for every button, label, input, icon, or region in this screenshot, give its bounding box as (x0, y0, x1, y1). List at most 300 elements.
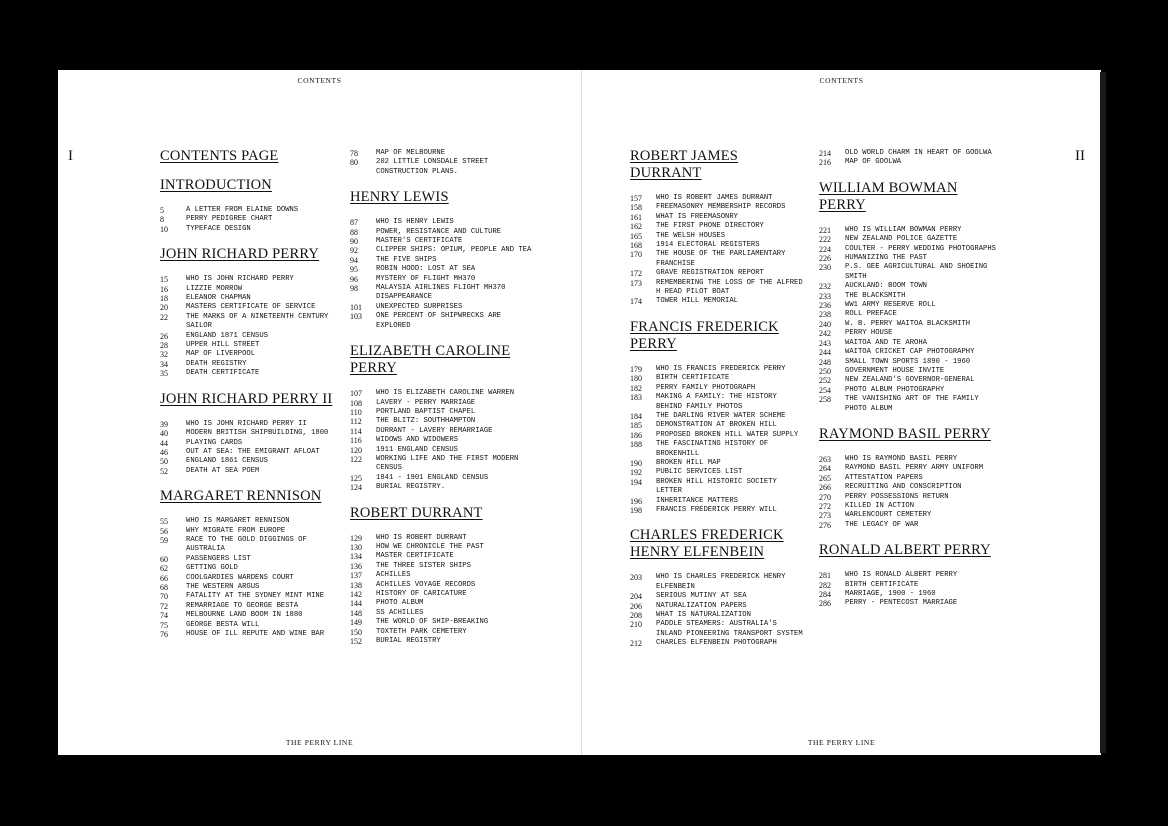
toc-entry (630, 440, 805, 459)
section-title: JOHN RICHARD PERRY II (160, 390, 333, 407)
section-title: MARGARET RENNISON (160, 488, 322, 505)
entry-page-number: 281 (819, 571, 831, 581)
entry-page-number: 276 (819, 520, 831, 530)
toc-entry (160, 206, 342, 215)
toc-entry (630, 393, 805, 412)
entry-page-number: 66 (160, 573, 168, 583)
entry-title: PHOTO ALBUM PHOTOGRAPHY (845, 385, 945, 394)
toc-entry (160, 457, 342, 466)
toc-entry (160, 448, 342, 457)
entry-title: THE WELSH HOUSES (656, 231, 726, 240)
entry-title: THE FIRST PHONE DIRECTORY (656, 222, 764, 231)
entry-title: HOW WE CHRONICLE THE PAST (376, 542, 484, 551)
toc-entry (630, 232, 805, 241)
entry-title: WHO IS ROBERT JAMES DURRANT (656, 194, 773, 202)
entry-title: WHO IS HENRY LEWIS (376, 218, 454, 227)
contents-section (819, 542, 1001, 609)
toc-entry (630, 279, 805, 298)
toc-entry (350, 474, 535, 483)
toc-entry (350, 303, 535, 312)
entry-title: OLD WORLD CHARM IN HEART OF GOOLWA (845, 149, 992, 157)
toc-entry (819, 502, 1001, 511)
toc-entry (350, 237, 535, 246)
entry-title: GOVERNMENT HOUSE INVITE (845, 366, 945, 375)
toc-entry (819, 590, 1001, 599)
toc-entry (160, 517, 342, 526)
entry-title: HISTORY OF CARICATURE (376, 590, 467, 598)
entry-page-number: 212 (630, 639, 642, 649)
section-title: ROBERT DURRANT (350, 504, 483, 521)
entry-title: THE HOUSE OF THE PARLIAMENTARY FRANCHISE (656, 250, 786, 268)
contents-column (819, 149, 1001, 621)
section-title: INTRODUCTION (160, 177, 272, 193)
entry-page-number: 90 (350, 237, 358, 247)
entry-page-number: 161 (630, 212, 642, 222)
entry-title: DURRANT - LAVERY REMARRIAGE (376, 426, 493, 435)
entry-title: WHAT IS NATURALIZATION (656, 611, 751, 619)
entry-page-number: 134 (350, 552, 362, 562)
entry-page-number: 26 (160, 331, 168, 341)
contents-section (160, 391, 342, 476)
entry-page-number: 183 (630, 393, 642, 403)
entry-title: THE FASCINATING HISTORY OF BROKENHILL (656, 440, 769, 458)
page-edge (1100, 72, 1106, 753)
entry-page-number: 60 (160, 554, 168, 564)
entry-page-number: 152 (350, 637, 362, 647)
toc-entry (160, 294, 342, 303)
entry-title: THE WORLD OF SHIP-BREAKING (376, 618, 489, 627)
section-title: WILLIAM BOWMAN PERRY (819, 179, 958, 213)
entry-page-number: 252 (819, 376, 831, 386)
entry-page-number: 282 (819, 580, 831, 590)
entry-page-number: 95 (350, 265, 358, 275)
entry-title: DEATH REGISTRY (186, 359, 247, 368)
toc-entry (160, 630, 342, 639)
entry-page-number: 182 (630, 383, 642, 393)
entry-page-number: 180 (630, 374, 642, 384)
contents-section (630, 527, 805, 648)
entry-title: PERRY FAMILY PHOTOGRAPH (656, 383, 756, 392)
entry-title: THE THREE SISTER SHIPS (376, 561, 471, 570)
entry-title: UPPER HILL STREET (186, 341, 260, 350)
entry-page-number: 266 (819, 483, 831, 493)
entry-page-number: 28 (160, 341, 168, 351)
entry-title: INHERITANCE MATTERS (656, 496, 738, 505)
entry-page-number: 8 (160, 215, 164, 225)
toc-entry (819, 282, 1001, 291)
entry-page-number: 286 (819, 599, 831, 609)
entry-page-number: 50 (160, 457, 168, 467)
entry-page-number: 158 (630, 203, 642, 213)
toc-entry (350, 534, 535, 543)
toc-entry (630, 431, 805, 440)
toc-entry (160, 215, 342, 224)
entry-title: PERRY HOUSE (845, 329, 893, 338)
entry-page-number: 75 (160, 620, 168, 630)
toc-entry (160, 369, 342, 378)
entry-page-number: 173 (630, 278, 642, 288)
toc-entry (819, 599, 1001, 608)
toc-entry (350, 256, 535, 265)
entry-title: COOLGARDIES WARDENS COURT (186, 573, 294, 582)
entry-page-number: 136 (350, 561, 362, 571)
entry-page-number: 165 (630, 231, 642, 241)
entry-title: ELEANOR CHAPMAN (186, 294, 251, 303)
book-spread (58, 70, 1104, 755)
entry-title: THE FIVE SHIPS (376, 255, 437, 264)
toc-entry (819, 455, 1001, 464)
entry-title: PHOTO ALBUM (376, 599, 424, 608)
entry-page-number: 244 (819, 348, 831, 358)
entry-title: WIDOWS AND WIDOWERS (376, 436, 458, 445)
toc-entry (350, 618, 535, 627)
entry-title: THE BLACKSMITH (845, 291, 906, 300)
entry-page-number: 203 (630, 573, 642, 583)
contents-section (630, 148, 805, 307)
toc-entry (350, 483, 535, 492)
entry-page-number: 35 (160, 369, 168, 379)
section-title: JOHN RICHARD PERRY (160, 246, 320, 263)
toc-entry (350, 599, 535, 608)
entry-page-number: 62 (160, 564, 168, 574)
toc-entry (350, 149, 535, 158)
toc-entry (350, 399, 535, 408)
entry-page-number: 129 (350, 533, 362, 543)
entry-page-number: 250 (819, 366, 831, 376)
toc-entry (350, 284, 535, 303)
toc-entry (819, 149, 1001, 158)
toc-entry (819, 483, 1001, 492)
entry-page-number: 150 (350, 627, 362, 637)
entry-page-number: 55 (160, 517, 168, 527)
section-title: ROBERT JAMES DURRANT (630, 148, 739, 181)
entry-title: W. B. PERRY WAITOA BLACKSMITH (845, 319, 971, 328)
entry-title: CLIPPER SHIPS: OPIUM, PEOPLE AND TEA (376, 246, 532, 255)
toc-entry (819, 245, 1001, 254)
toc-entry (350, 417, 535, 426)
entry-title: ACHILLES VOYAGE RECORDS (376, 580, 476, 589)
entry-page-number: 110 (350, 407, 362, 417)
entry-page-number: 208 (630, 611, 642, 620)
toc-entry (819, 474, 1001, 483)
toc-entry (350, 228, 535, 237)
entry-page-number: 39 (160, 419, 168, 429)
contents-section (630, 319, 805, 516)
toc-entry (160, 332, 342, 341)
toc-entry (630, 620, 805, 639)
toc-entry (819, 339, 1001, 348)
entry-title: HUMANIZING THE PAST (845, 254, 927, 263)
toc-entry (630, 639, 805, 648)
running-head: CONTENTS (297, 76, 342, 85)
toc-entry (819, 301, 1001, 310)
toc-entry (630, 468, 805, 477)
entry-page-number: 130 (350, 542, 362, 552)
toc-entry (819, 511, 1001, 520)
entry-title: MAP OF LIVERPOOL (186, 350, 256, 359)
entry-title: MAP OF MELBOURNE (376, 149, 446, 157)
toc-entry (160, 285, 342, 294)
entry-page-number: 242 (819, 329, 831, 339)
toc-entry (350, 562, 535, 571)
toc-entry (160, 350, 342, 359)
entry-page-number: 15 (160, 275, 168, 285)
section-title: ELIZABETH CAROLINE PERRY (350, 343, 511, 377)
toc-entry (350, 436, 535, 445)
toc-entry (350, 590, 535, 599)
entry-page-number: 149 (350, 618, 362, 628)
entry-page-number: 59 (160, 535, 168, 545)
toc-entry (350, 389, 535, 398)
toc-entry (630, 365, 805, 374)
entry-page-number: 157 (630, 194, 642, 203)
toc-entry (630, 602, 805, 611)
toc-entry (160, 564, 342, 573)
entry-title: LIZZIE MORROW (186, 284, 243, 293)
running-foot: THE PERRY LINE (285, 738, 354, 747)
entry-page-number: 70 (160, 592, 168, 602)
entry-title: RAYMOND BASIL PERRY ARMY UNIFORM (845, 464, 984, 473)
entry-title: OUT AT SEA: THE EMIGRANT AFLOAT (186, 447, 320, 456)
entry-page-number: 272 (819, 501, 831, 511)
entry-title: MAP OF GOOLWA (845, 158, 902, 167)
toc-entry (630, 241, 805, 250)
contents-section (350, 505, 535, 647)
contents-section (160, 488, 342, 639)
entry-title: ENGLAND 1871 CENSUS (186, 331, 268, 340)
entry-page-number: 40 (160, 429, 168, 439)
entry-title: WHO IS CHARLES FREDERICK HENRY ELFENBEIN (656, 573, 786, 591)
entry-page-number: 270 (819, 492, 831, 502)
toc-entry (160, 420, 342, 429)
toc-entry (160, 527, 342, 536)
entry-page-number: 124 (350, 483, 362, 493)
entry-page-number: 222 (819, 235, 831, 245)
entry-title: WHY MIGRATE FROM EUROPE (186, 526, 286, 535)
toc-entry (160, 592, 342, 601)
toc-entry (160, 275, 342, 284)
entry-page-number: 116 (350, 436, 362, 446)
entry-page-number: 18 (160, 294, 168, 304)
entry-title: MASTERS CERTIFICATE OF SERVICE (186, 303, 316, 312)
toc-entry (819, 348, 1001, 357)
entry-page-number: 240 (819, 319, 831, 329)
toc-entry (160, 621, 342, 630)
running-foot: THE PERRY LINE (807, 738, 876, 747)
toc-entry (350, 446, 535, 455)
entry-title: 202 LITTLE LONSDALE STREET CONSTRUCTION PLANS. (376, 158, 489, 176)
entry-title: SMALL TOWN SPORTS 1890 - 1960 (845, 357, 971, 366)
entry-title: P.S. GEE AGRICULTURAL AND SHOEING SMITH (845, 263, 988, 281)
entry-page-number: 254 (819, 385, 831, 395)
entry-page-number: 144 (350, 599, 362, 609)
entry-page-number: 92 (350, 246, 358, 256)
entry-title: DEATH CERTIFICATE (186, 369, 260, 378)
section-title: FRANCIS FREDERICK PERRY (630, 318, 779, 352)
toc-entry (630, 506, 805, 515)
entry-title: UNEXPECTED SURPRISES (376, 302, 463, 311)
entry-page-number: 248 (819, 357, 831, 367)
entry-page-number: 264 (819, 464, 831, 474)
entry-page-number: 196 (630, 496, 642, 506)
entry-page-number: 72 (160, 601, 168, 611)
contents-section (160, 148, 342, 165)
toc-entry (819, 292, 1001, 301)
toc-entry (160, 303, 342, 312)
entry-page-number: 273 (819, 511, 831, 521)
toc-entry (630, 412, 805, 421)
entry-title: PADDLE STEAMERS: AUSTRALIA'S INLAND PIONEERING TRANSPORT SYSTEM (656, 620, 803, 638)
toc-entry (819, 358, 1001, 367)
entry-page-number: 186 (630, 430, 642, 440)
entry-title: ROBIN HOOD: LOST AT SEA (376, 265, 476, 274)
entry-page-number: 210 (630, 620, 642, 630)
toc-entry (160, 225, 342, 234)
entry-title: THE MARKS OF A NINETEENTH CENTURY SAILOR (186, 312, 329, 331)
toc-entry (630, 222, 805, 231)
contents-section (350, 343, 535, 492)
toc-entry (350, 312, 535, 331)
entry-page-number: 188 (630, 440, 642, 450)
entry-page-number: 172 (630, 269, 642, 279)
entry-title: BURIAL REGISTRY (376, 637, 441, 646)
entry-page-number: 233 (819, 291, 831, 301)
entry-page-number: 170 (630, 250, 642, 260)
entry-page-number: 108 (350, 398, 362, 408)
entry-page-number: 206 (630, 601, 642, 611)
entry-page-number: 32 (160, 350, 168, 360)
entry-title: FATALITY AT THE SYDNEY MINT MINE (186, 592, 325, 601)
entry-title: WARLENCOURT CEMETERY (845, 511, 932, 520)
toc-entry (350, 427, 535, 436)
toc-entry (630, 194, 805, 203)
toc-entry (350, 628, 535, 637)
entry-title: WHO IS FRANCIS FREDERICK PERRY (656, 364, 786, 373)
toc-entry (819, 254, 1001, 263)
entry-page-number: 185 (630, 421, 642, 431)
entry-title: MALAYSIA AIRLINES FLIGHT MH370 DISAPPEARANCE (376, 284, 506, 302)
toc-entry (630, 421, 805, 430)
entry-title: THE LEGACY OF WAR (845, 520, 919, 529)
entry-title: WHO IS WILLIAM BOWMAN PERRY (845, 225, 962, 234)
toc-entry (819, 464, 1001, 473)
entry-title: BURIAL REGISTRY. (376, 483, 446, 492)
entry-title: WHO IS RONALD ALBERT PERRY (845, 571, 958, 580)
entry-title: GETTING GOLD (186, 564, 238, 573)
toc-entry (630, 374, 805, 383)
contents-column (350, 149, 535, 658)
entry-title: BIRTH CERTIFICATE (656, 374, 730, 383)
entry-title: REMARRIAGE TO GEORGE BESTA (186, 601, 299, 610)
entry-title: WHO IS JOHN RICHARD PERRY (186, 275, 294, 284)
toc-entry (350, 158, 535, 177)
toc-entry (630, 250, 805, 269)
entry-title: PASSENGERS LIST (186, 554, 251, 563)
entry-page-number: 184 (630, 411, 642, 421)
toc-entry (819, 386, 1001, 395)
entry-page-number: 88 (350, 227, 358, 237)
entry-title: BIRTH CERTIFICATE (845, 580, 919, 589)
toc-entry (819, 235, 1001, 244)
entry-page-number: 16 (160, 284, 168, 294)
entry-page-number: 226 (819, 254, 831, 264)
entry-page-number: 78 (350, 149, 358, 158)
entry-title: MARRIAGE, 1900 - 1960 (845, 590, 936, 598)
entry-page-number: 22 (160, 312, 168, 322)
entry-page-number: 56 (160, 526, 168, 536)
entry-page-number: 98 (350, 284, 358, 294)
entry-page-number: 112 (350, 417, 362, 427)
entry-page-number: 168 (630, 241, 642, 251)
entry-page-number: 52 (160, 466, 168, 476)
toc-entry (819, 521, 1001, 530)
entry-title: KILLED IN ACTION (845, 501, 915, 510)
entry-page-number: 263 (819, 454, 831, 464)
section-title: CONTENTS PAGE (160, 148, 279, 164)
toc-entry (160, 555, 342, 564)
entry-title: TYPEFACE DESIGN (186, 224, 251, 233)
toc-entry (350, 455, 535, 474)
entry-title: ACHILLES (376, 571, 411, 580)
contents-section (350, 149, 535, 177)
right-page (581, 70, 1101, 755)
toc-entry (160, 313, 342, 332)
toc-entry (630, 203, 805, 212)
entry-page-number: 236 (819, 301, 831, 311)
entry-title: WHO IS ELIZABETH CAROLINE WARREN (376, 389, 515, 398)
toc-entry (819, 226, 1001, 235)
toc-entry (350, 275, 535, 284)
entry-page-number: 148 (350, 608, 362, 618)
entry-page-number: 125 (350, 473, 362, 483)
entry-page-number: 216 (819, 158, 831, 168)
entry-title: AUCKLAND: BOOM TOWN (845, 282, 927, 291)
entry-page-number: 162 (630, 222, 642, 232)
contents-column (630, 148, 805, 661)
toc-entry (160, 583, 342, 592)
entry-title: REMEMBERING THE LOSS OF THE ALFRED H READ PILOT BOAT (656, 278, 803, 297)
toc-entry (630, 497, 805, 506)
entry-page-number: 44 (160, 438, 168, 448)
entry-title: DEATH AT SEA POEM (186, 466, 260, 475)
toc-entry (350, 609, 535, 618)
entry-page-number: 10 (160, 224, 168, 234)
entry-title: PUBLIC SERVICES LIST (656, 468, 743, 477)
entry-title: WHO IS MARGARET RENNISON (186, 517, 290, 526)
entry-page-number: 204 (630, 592, 642, 602)
toc-entry (819, 158, 1001, 167)
entry-title: ATTESTATION PAPERS (845, 473, 923, 482)
entry-title: WORKING LIFE AND THE FIRST MODERN CENSUS (376, 454, 519, 473)
page-numeral: I (68, 148, 73, 164)
entry-title: ENGLAND 1861 CENSUS (186, 457, 268, 466)
entry-title: 1911 ENGLAND CENSUS (376, 445, 458, 454)
entry-page-number: 198 (630, 505, 642, 515)
entry-title: RECRUITING AND CONSCRIPTION (845, 483, 962, 492)
entry-page-number: 114 (350, 426, 362, 436)
entry-title: WAITOA AND TE AROHA (845, 338, 927, 347)
entry-page-number: 192 (630, 468, 642, 478)
toc-entry (160, 611, 342, 620)
entry-title: TOXTETH PARK CEMETERY (376, 627, 467, 636)
toc-entry (350, 265, 535, 274)
toc-entry (350, 581, 535, 590)
toc-entry (630, 573, 805, 592)
entry-title: 1914 ELECTORAL REGISTERS (656, 241, 760, 250)
entry-page-number: 194 (630, 477, 642, 487)
toc-entry (819, 320, 1001, 329)
contents-section (160, 246, 342, 378)
